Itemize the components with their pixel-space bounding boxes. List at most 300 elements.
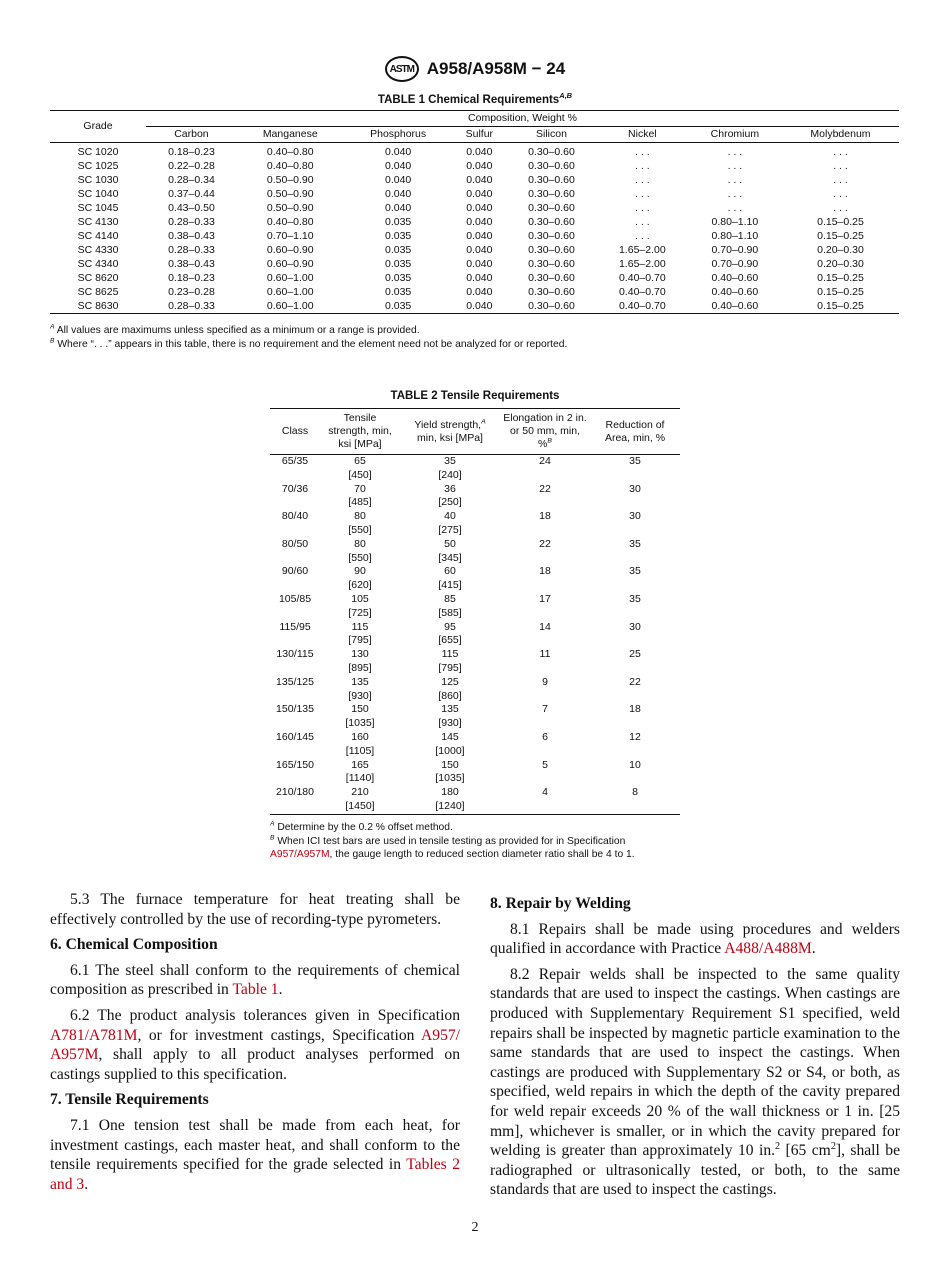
reference-link[interactable]: A488/A488M: [724, 940, 812, 958]
table-cell: 0.60–1.00: [266, 300, 314, 312]
table-cell: 0.50–0.90: [266, 174, 314, 186]
reduction-cell: 12: [629, 730, 641, 743]
table-row: [50, 257, 899, 271]
ksi-value: 35: [444, 455, 456, 467]
table-cell: 0.40–0.70: [618, 272, 666, 284]
elongation-cell: 22: [539, 482, 551, 495]
strength-cell: [400, 676, 500, 704]
table-cell: 0.60–1.00: [266, 286, 314, 298]
paragraph: [490, 965, 900, 1200]
yield-header: [400, 409, 500, 455]
mpa-value: [585]: [438, 606, 462, 619]
footnote-text: When ICI test bars are used in tensile testing as provided for in Specification: [277, 835, 626, 847]
ksi-value: 40: [444, 510, 456, 523]
left-column: [50, 890, 460, 1200]
paragraph: [50, 890, 460, 929]
table-cell: 0.040: [384, 188, 412, 200]
table-cell: 0.035: [384, 230, 412, 242]
mpa-value: [1035]: [345, 717, 375, 730]
strength-cell: [320, 593, 400, 621]
text-segment: 8.1 Repairs shall be made using procedures and welders qualified in accordance with Practice: [490, 920, 900, 958]
spec-link[interactable]: A957/A957M: [270, 849, 330, 860]
mpa-value: [1450]: [345, 799, 375, 812]
section-heading: [50, 1090, 460, 1110]
table-row: [50, 285, 899, 299]
table-cell: 0.20–0.30: [817, 244, 864, 256]
strength-cell: [400, 593, 500, 621]
elongation-cell: 4: [542, 786, 548, 799]
paragraph: [50, 1006, 460, 1084]
table-row: [50, 143, 899, 160]
strength-cell: [320, 538, 400, 566]
mpa-value: [895]: [348, 661, 372, 674]
class-cell: 150/135: [276, 703, 314, 716]
table-cell: . . .: [635, 160, 650, 172]
table-row: [50, 229, 899, 243]
table-row: [270, 621, 680, 649]
footnote-text: , the gauge length to reduced section diameter ratio shall be 4 to 1.: [329, 849, 635, 860]
table-row: [270, 538, 680, 566]
reduction-cell: 35: [629, 565, 641, 578]
strength-cell: [320, 676, 400, 704]
table-row: [270, 565, 680, 593]
table-cell: 0.30–0.60: [528, 174, 575, 186]
ksi-value: 135: [351, 675, 369, 688]
ksi-value: 135: [441, 703, 459, 716]
strength-cell: [400, 703, 500, 731]
table-cell: 0.040: [466, 272, 493, 284]
reference-link[interactable]: A957/ A957M: [50, 1026, 460, 1064]
text-segment: 6. Chemical Composition: [50, 936, 218, 954]
footnote-mark: B: [50, 337, 55, 345]
mpa-value: [345]: [438, 551, 462, 564]
ksi-value: 85: [444, 592, 456, 605]
grade-header: Grade: [50, 111, 146, 143]
reduction-cell: 35: [629, 592, 641, 605]
table-row: [50, 187, 899, 201]
ksi-value: 150: [351, 703, 369, 716]
table-cell: 0.43–0.50: [168, 202, 215, 214]
footnote: [50, 338, 567, 352]
table-cell: 0.30–0.60: [528, 146, 575, 158]
table-cell: 0.040: [384, 146, 412, 158]
table-cell: 0.80–1.10: [711, 230, 759, 242]
mpa-value: [795]: [438, 661, 462, 674]
table-cell: 0.040: [466, 286, 493, 298]
class-header: Class: [270, 409, 320, 455]
elongation-cell: 9: [542, 675, 548, 688]
mpa-value: [1140]: [345, 772, 375, 785]
table-cell: 0.040: [466, 216, 493, 228]
table-cell: . . .: [635, 174, 650, 186]
table-cell: 0.60–1.00: [266, 272, 314, 284]
ksi-value: 165: [351, 758, 369, 771]
reference-link[interactable]: A781/A781M: [50, 1026, 138, 1044]
text-segment: 5.3 The furnace temperature for heat treating shall be effectively controlled by the use of recording-type pyrometers.: [50, 891, 460, 928]
ksi-value: 145: [441, 730, 459, 743]
footnote: [270, 835, 690, 862]
class-cell: 65/35: [281, 455, 309, 467]
text-segment: ], shall be radiographed or ultrasonically tested, or both, to the same standards that are used to inspect the castings.: [490, 1142, 900, 1199]
text-segment: .: [811, 940, 816, 958]
mpa-value: [450]: [348, 468, 372, 481]
mpa-value: [1000]: [435, 744, 465, 757]
ksi-value: 60: [444, 565, 456, 578]
class-cell: 165/150: [276, 758, 314, 771]
strength-cell: [400, 786, 500, 814]
strength-cell: [400, 455, 500, 483]
ksi-value: 65: [354, 455, 366, 467]
mpa-value: [725]: [348, 606, 372, 619]
footnote-text: All values are maximums unless specified as a minimum or a range is provided.: [56, 325, 420, 336]
table1-title: [0, 91, 950, 106]
footnote: [270, 821, 690, 835]
table-cell: 0.40–0.60: [711, 272, 759, 284]
ksi-value: 125: [441, 675, 459, 688]
table-cell: 0.30–0.60: [528, 272, 575, 284]
table-cell: 0.70–0.90: [711, 258, 759, 270]
text-segment: 8.2 Repair welds shall be inspected to the same quality standards that are used to inspect the castings. When castings are produced with Supplementary Requirement S1 specified, weld repairs shall be inspected by magnetic particle examination to the same standards that are used to inspect the castings. When castings are produced with Supplementary S2 or S4, or both, as specified, weld repairs in which the depth of the cavity prepared for weld repair exceeds 20 % of the wall thickness or 1 in. [25 mm], whichever is smaller, or in which the cavity prepared for welding is greater than approximately 10 in.: [490, 965, 900, 1160]
class-cell: 130/115: [276, 648, 314, 661]
section-heading: [490, 894, 900, 914]
page-number: 2: [471, 1220, 479, 1235]
ksi-value: 115: [441, 648, 459, 661]
table-cell: 0.28–0.33: [168, 300, 215, 312]
table-cell: SC 8625: [77, 286, 119, 298]
ksi-value: 115: [351, 620, 369, 633]
table-cell: . . .: [635, 216, 650, 228]
footnote-text: Where “. . .” appears in this table, there is no requirement and the element need not be analyzed for or reported.: [57, 338, 568, 350]
strength-cell: [320, 621, 400, 649]
table-row: [50, 173, 899, 187]
table2-title: TABLE 2 Tensile Requirements: [390, 390, 560, 402]
table-cell: . . .: [727, 188, 743, 200]
strength-cell: [400, 565, 500, 593]
elongation-cell: 14: [539, 620, 551, 633]
table-cell: 1.65–2.00: [618, 258, 666, 270]
table-cell: 0.15–0.25: [817, 300, 864, 312]
table-cell: SC 4130: [77, 216, 119, 228]
superscript: 2: [830, 1140, 836, 1152]
table-cell: 0.40–0.60: [711, 300, 759, 312]
table-cell: 0.035: [384, 216, 412, 228]
column-header-manganese: Manganese: [237, 127, 344, 143]
ksi-value: 130: [351, 648, 369, 661]
table-row: [270, 786, 680, 814]
table-cell: 0.50–0.90: [266, 188, 314, 200]
table-cell: SC 1045: [77, 202, 119, 214]
yield-header-l2: min, ksi [MPa]: [417, 431, 483, 444]
class-cell: 80/40: [281, 510, 309, 523]
table-row: [50, 299, 899, 314]
elongation-sup: B: [547, 437, 552, 445]
table-row: [50, 271, 899, 285]
mpa-value: [655]: [438, 634, 462, 647]
table-cell: . . .: [635, 230, 650, 242]
mpa-value: [550]: [348, 523, 372, 536]
table-row: [50, 243, 899, 257]
strength-cell: [400, 510, 500, 538]
table-cell: SC 1020: [77, 146, 119, 158]
mpa-value: [930]: [348, 689, 372, 702]
table-cell: 1.65–2.00: [618, 244, 666, 256]
table-cell: . . .: [635, 188, 650, 200]
table-cell: 0.30–0.60: [528, 188, 575, 200]
ksi-value: 105: [351, 592, 369, 605]
column-header-molybdenum: Molybdenum: [782, 127, 899, 143]
ksi-value: 70: [354, 482, 366, 495]
table-cell: 0.30–0.60: [528, 202, 575, 214]
table-cell: 0.60–0.90: [266, 244, 314, 256]
table-cell: 0.040: [466, 202, 493, 214]
reduction-cell: 30: [629, 620, 641, 633]
table-cell: . . .: [727, 160, 743, 172]
mpa-value: [240]: [438, 468, 462, 481]
column-header-chromium: Chromium: [688, 127, 782, 143]
mpa-value: [1035]: [435, 772, 465, 785]
reduction-cell: 35: [629, 537, 641, 550]
class-cell: 90/60: [281, 565, 309, 578]
table-cell: SC 4340: [77, 258, 119, 270]
strength-cell: [400, 648, 500, 676]
table-cell: . . .: [727, 174, 743, 186]
mpa-value: [415]: [438, 579, 462, 592]
footnote-mark: B: [270, 834, 275, 842]
table-cell: . . .: [727, 146, 743, 158]
footnote: [50, 324, 567, 338]
page-header: [0, 56, 950, 82]
table-cell: 0.60–0.90: [266, 258, 314, 270]
strength-cell: [400, 759, 500, 787]
table-row: [270, 731, 680, 759]
reduction-cell: 10: [629, 758, 641, 771]
footnote-mark: A: [50, 323, 55, 331]
table-row: [270, 703, 680, 731]
class-cell: 70/36: [281, 482, 309, 495]
table-cell: . . .: [833, 174, 848, 186]
table-cell: 0.40–0.70: [618, 286, 666, 298]
table-cell: 0.040: [384, 202, 412, 214]
table-cell: 0.40–0.80: [266, 160, 314, 172]
table-cell: . . .: [833, 188, 848, 200]
table-cell: . . .: [833, 160, 848, 172]
column-header-silicon: Silicon: [506, 127, 597, 143]
table-cell: SC 1040: [77, 188, 119, 200]
text-segment: .: [278, 981, 283, 999]
elongation-header: [500, 409, 590, 455]
column-header-nickel: Nickel: [597, 127, 688, 143]
table-row: [270, 593, 680, 621]
table-cell: 0.040: [466, 160, 493, 172]
table-cell: 0.40–0.80: [266, 146, 314, 158]
table-cell: 0.035: [384, 272, 412, 284]
elongation-cell: 24: [539, 455, 551, 467]
table-cell: SC 8630: [77, 300, 119, 312]
table-cell: 0.30–0.60: [528, 230, 575, 242]
yield-sup: A: [481, 418, 486, 425]
reduction-cell: 35: [629, 455, 641, 467]
mpa-value: [1105]: [345, 744, 375, 757]
table-cell: 0.040: [466, 174, 493, 186]
mpa-value: [620]: [348, 579, 372, 592]
text-segment: 6.1 The steel shall conform to the requirements of chemical composition as prescribed in: [50, 961, 460, 999]
table1-title-text: TABLE 1 Chemical Requirements: [377, 94, 560, 106]
table-cell: 0.035: [384, 258, 412, 270]
class-cell: 115/95: [279, 620, 311, 633]
table-cell: 0.30–0.60: [528, 300, 575, 312]
strength-cell: [320, 565, 400, 593]
table-row: [50, 215, 899, 229]
table-cell: 0.040: [384, 160, 412, 172]
yield-header-l1: Yield strength,: [414, 418, 482, 431]
elongation-cell: 6: [542, 730, 548, 743]
mpa-value: [250]: [438, 496, 462, 509]
ksi-value: 180: [441, 786, 459, 799]
table-row: [270, 676, 680, 704]
table-row: [270, 648, 680, 676]
table-cell: 0.15–0.25: [817, 216, 864, 228]
composition-header: Composition, Weight %: [146, 111, 899, 127]
mpa-value: [860]: [438, 689, 462, 702]
table2-footnotes: [270, 821, 690, 862]
class-cell: 105/85: [278, 592, 312, 605]
table-cell: 0.50–0.90: [266, 202, 314, 214]
column-header-carbon: Carbon: [146, 127, 237, 143]
text-segment: [65 cm: [780, 1142, 831, 1160]
paragraph: [50, 1116, 460, 1194]
ksi-value: 160: [351, 730, 369, 743]
table1-title-sup: A,B: [559, 91, 573, 101]
table-cell: . . .: [833, 202, 848, 214]
table-row: [50, 159, 899, 173]
table-cell: 0.40–0.60: [711, 286, 759, 298]
table-row: [270, 483, 680, 511]
table-cell: 0.040: [466, 146, 493, 158]
right-column: [490, 890, 900, 1206]
strength-cell: [400, 621, 500, 649]
table-cell: 0.22–0.28: [168, 160, 215, 172]
table-cell: 0.035: [384, 300, 412, 312]
table-cell: SC 4330: [77, 244, 119, 256]
reduction-cell: 22: [629, 675, 641, 688]
table-cell: . . .: [635, 146, 650, 158]
class-cell: 135/125: [276, 675, 314, 688]
class-cell: 160/145: [276, 730, 314, 743]
class-cell: 80/50: [281, 537, 309, 550]
mpa-value: [930]: [438, 717, 462, 730]
strength-cell: [320, 483, 400, 511]
reduction-cell: 30: [629, 482, 641, 495]
table-cell: 0.040: [466, 230, 493, 242]
table-cell: 0.15–0.25: [817, 272, 864, 284]
table-cell: 0.30–0.60: [528, 258, 575, 270]
table-cell: 0.40–0.80: [266, 216, 314, 228]
ksi-value: 90: [354, 565, 366, 578]
text-segment: , shall apply to all product analyses performed on castings supplied to this specification.: [50, 1046, 460, 1083]
strength-cell: [320, 786, 400, 814]
elongation-cell: 18: [539, 565, 551, 578]
reduction-cell: 30: [629, 510, 641, 523]
table-cell: 0.28–0.33: [168, 244, 215, 256]
table-cell: 0.70–1.10: [266, 230, 314, 242]
ksi-value: 95: [444, 620, 456, 633]
ksi-value: 80: [354, 537, 366, 550]
elongation-cell: 18: [539, 510, 551, 523]
strength-cell: [400, 731, 500, 759]
ksi-value: 150: [441, 758, 459, 771]
table-cell: 0.20–0.30: [817, 258, 864, 270]
text-segment: 8. Repair by Welding: [490, 895, 631, 912]
table-cell: 0.30–0.60: [528, 160, 575, 172]
table-cell: 0.15–0.25: [817, 286, 864, 298]
designation: A958/A958M − 24: [426, 59, 566, 78]
tensile-header: Tensile strength, min, ksi [MPa]: [320, 409, 400, 455]
table-cell: 0.38–0.43: [168, 258, 215, 270]
text-segment: .: [84, 1175, 89, 1193]
footnote-text: Determine by the 0.2 % offset method.: [277, 822, 453, 833]
table-cell: 0.040: [384, 174, 412, 186]
table-cell: 0.38–0.43: [168, 230, 215, 242]
table-row: [270, 759, 680, 787]
table-cell: 0.040: [466, 244, 493, 256]
table-cell: 0.035: [384, 244, 412, 256]
table-cell: 0.30–0.60: [528, 244, 575, 256]
text-segment: 7.1 One tension test shall be made from each heat, for investment castings, each master heat, and shall conform to the tensile requirements specified for the grade selected in: [50, 1116, 460, 1174]
reduction-cell: 18: [629, 703, 641, 716]
table-cell: 0.37–0.44: [168, 188, 215, 200]
table-cell: SC 1025: [77, 160, 119, 172]
strength-cell: [320, 759, 400, 787]
reference-link[interactable]: Tables 2 and 3: [50, 1156, 460, 1193]
table-cell: SC 8620: [77, 272, 119, 284]
elongation-cell: 5: [542, 758, 548, 771]
mpa-value: [550]: [348, 551, 372, 564]
table-cell: 0.040: [466, 258, 493, 270]
column-header-phosphorus: Phosphorus: [344, 127, 453, 143]
table-cell: 0.28–0.33: [168, 216, 215, 228]
table-cell: 0.40–0.70: [618, 300, 666, 312]
elongation-cell: 7: [542, 703, 548, 716]
table-cell: SC 4140: [77, 230, 119, 242]
table-cell: 0.15–0.25: [817, 230, 864, 242]
table-cell: 0.28–0.34: [168, 174, 215, 186]
reference-link[interactable]: Table 1: [232, 981, 279, 999]
tensile-requirements-table: [270, 408, 680, 815]
reduction-header: Reduction of Area, min, %: [590, 409, 680, 455]
text-segment: 6.2 The product analysis tolerances given in Specification: [70, 1006, 460, 1024]
elongation-cell: 17: [539, 592, 551, 605]
strength-cell: [320, 731, 400, 759]
table-cell: 0.18–0.23: [168, 272, 215, 284]
mpa-value: [795]: [348, 634, 372, 647]
table-cell: SC 1030: [77, 174, 119, 186]
table-cell: 0.18–0.23: [168, 146, 215, 158]
strength-cell: [320, 648, 400, 676]
ksi-value: 36: [444, 482, 456, 495]
paragraph: [50, 961, 460, 1000]
mpa-value: [275]: [438, 523, 462, 536]
mpa-value: [1240]: [435, 799, 465, 812]
footnote-mark: A: [270, 820, 275, 828]
table-cell: . . .: [727, 202, 743, 214]
table-cell: 0.80–1.10: [711, 216, 759, 228]
text-segment: 7. Tensile Requirements: [50, 1091, 209, 1109]
strength-cell: [400, 483, 500, 511]
chemical-requirements-table: [50, 110, 899, 314]
reduction-cell: 8: [632, 786, 638, 799]
table-cell: 0.30–0.60: [528, 286, 575, 298]
strength-cell: [320, 703, 400, 731]
